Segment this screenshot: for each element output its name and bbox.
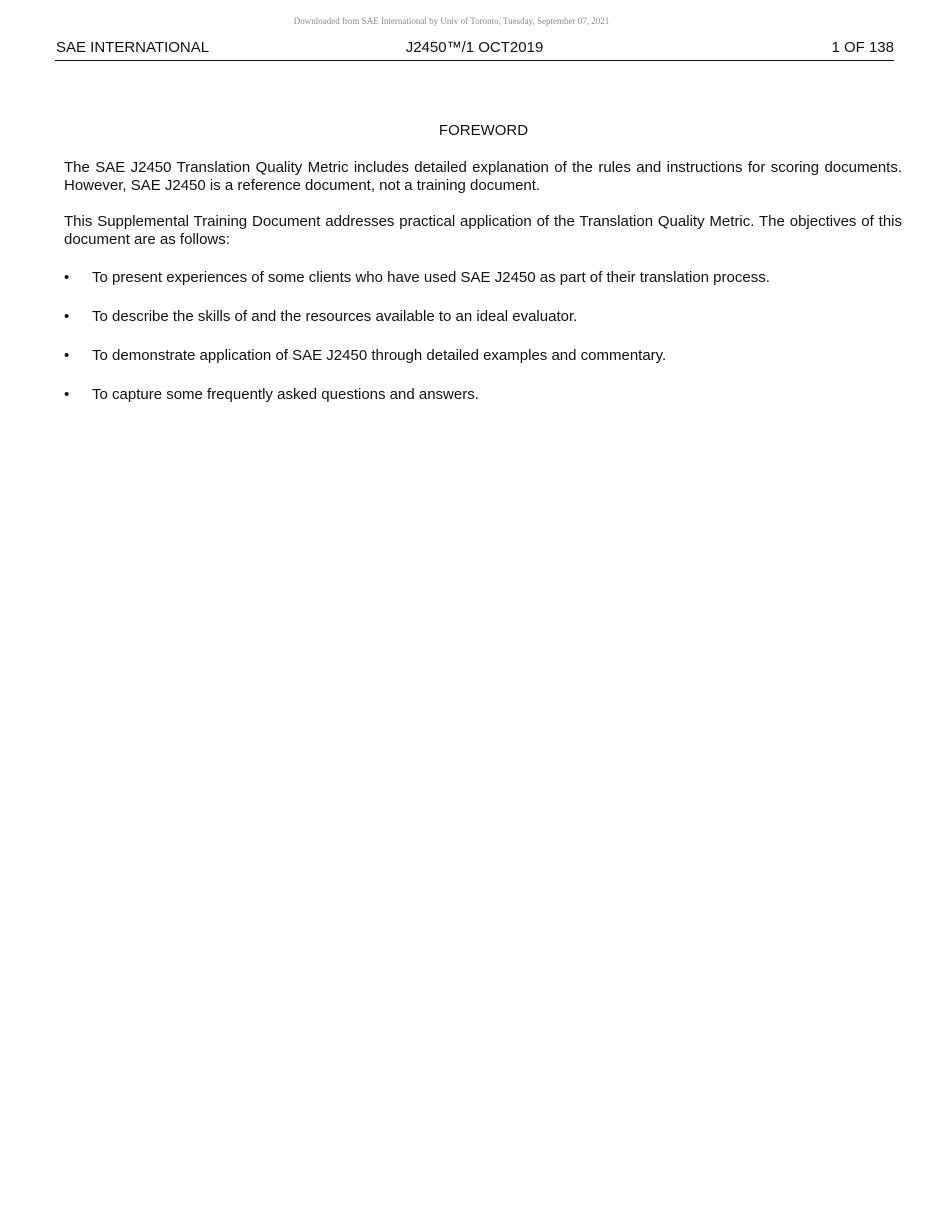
list-item: [64, 269, 902, 287]
page-header: [55, 38, 894, 61]
list-item-text: To describe the skills of and the resources available to an ideal evaluator.: [92, 308, 578, 325]
paragraph-intro: The SAE J2450 Translation Quality Metric includes detailed explanation of the rules and instructions for scoring documents. However, SAE J2450 is a reference document, not a training document.: [64, 159, 902, 194]
header-organization: SAE INTERNATIONAL: [56, 39, 210, 56]
list-item-text: To present experiences of some clients who have used SAE J2450 as part of their translation process.: [92, 269, 770, 286]
list-item: [64, 308, 902, 326]
section-title: FOREWORD: [438, 122, 529, 139]
foreword-section: [64, 122, 902, 425]
bullet-icon: •: [64, 347, 70, 364]
bullet-icon: •: [64, 269, 70, 286]
header-page-number: 1 OF 138: [831, 39, 894, 56]
header-document-id: J2450™/1 OCT2019: [405, 39, 544, 56]
list-item: [64, 386, 902, 404]
paragraph-objectives: This Supplemental Training Document addresses practical application of the Translation Quality Metric. The objectives of this document are as follows:: [64, 213, 902, 248]
list-item-text: To demonstrate application of SAE J2450 through detailed examples and commentary.: [92, 347, 667, 364]
download-notice: Downloaded from SAE International by Univ of Toronto, Tuesday, September 07, 2021: [293, 16, 610, 26]
bullet-icon: •: [64, 386, 70, 403]
bullet-icon: •: [64, 308, 70, 325]
objectives-list: [64, 269, 902, 404]
list-item-text: To capture some frequently asked questions and answers.: [92, 386, 479, 403]
list-item: [64, 347, 902, 365]
